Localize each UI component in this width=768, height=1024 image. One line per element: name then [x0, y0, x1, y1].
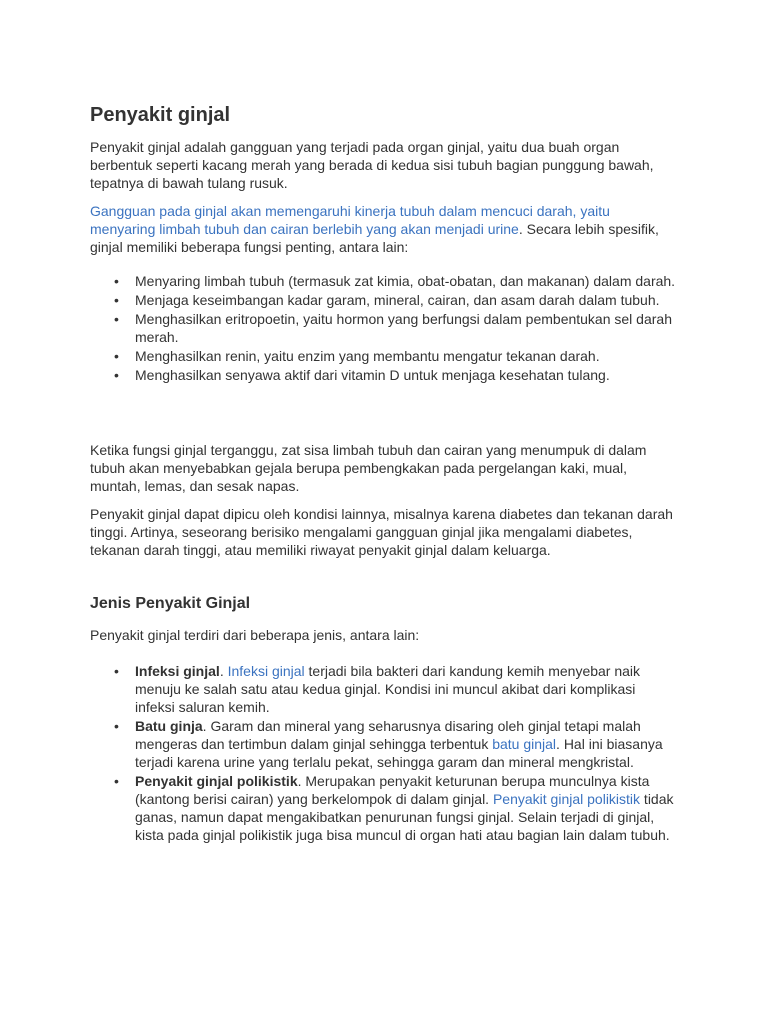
list-item: • Menghasilkan eritropoetin, yaitu hormon yang berfungsi dalam pembentukan sel darah merah.: [114, 311, 672, 345]
kidney-functions-list: [90, 272, 676, 384]
type-name: Penyakit ginjal polikistik: [135, 773, 298, 789]
bullet-icon: •: [114, 292, 119, 308]
kidney-disease-types-list: [90, 662, 676, 844]
section-title: Jenis Penyakit Ginjal: [90, 595, 251, 612]
section-intro-paragraph: Penyakit ginjal terdiri dari beberapa jenis, antara lain:: [90, 627, 420, 643]
bullet-icon: •: [114, 663, 119, 679]
kidney-function-link[interactable]: Gangguan pada ginjal akan memengaruhi kinerja tubuh dalam mencuci darah, yaitu menyaring limbah tubuh dan cairan berlebih yang akan menjadi urine: [90, 203, 610, 237]
spacer: [90, 385, 676, 441]
function-intro-rest: . Secara lebih spesifik, ginjal memiliki beberapa fungsi penting, antara lain:: [90, 221, 659, 255]
risk-paragraph: Penyakit ginjal dapat dipicu oleh kondisi lainnya, misalnya karena diabetes dan tekanan darah tinggi. Artinya, seseorang berisiko mengalami gangguan ginjal jika mengalami diabetes, tekanan darah tinggi, atau memiliki riwayat penyakit ginjal dalam keluarga.: [90, 506, 673, 558]
intro-paragraph: Penyakit ginjal adalah gangguan yang terjadi pada organ ginjal, yaitu dua buah organ berbentuk seperti kacang merah yang berada di kedua sisi tubuh bagian punggung bawah, tepatnya di bawah tulang rusuk.: [90, 139, 654, 191]
list-item: • Infeksi ginjal. Infeksi ginjal terjadi bila bakteri dari kandung kemih menyebar naik menuju ke salah satu atau kedua ginjal. Kondisi ini muncul akibat dari komplikasi infeksi saluran kemih.: [114, 663, 641, 715]
bullet-icon: •: [114, 367, 119, 383]
bullet-icon: •: [114, 273, 119, 289]
list-item: • Menyaring limbah tubuh (termasuk zat kimia, obat-obatan, dan makanan) dalam darah.: [114, 273, 676, 289]
bullet-icon: •: [114, 718, 119, 734]
infeksi-ginjal-link[interactable]: Infeksi ginjal: [227, 663, 305, 679]
page-title: Penyakit ginjal: [90, 104, 231, 126]
symptoms-paragraph: Ketika fungsi ginjal terganggu, zat sisa limbah tubuh dan cairan yang menumpuk di dalam tubuh akan menyebabkan gejala berupa pembengkakan pada pergelangan kaki, mual, muntah, lemas, dan sesak napas.: [90, 442, 647, 494]
batu-ginjal-link[interactable]: batu ginjal: [492, 736, 557, 752]
ginjal-polikistik-link[interactable]: Penyakit ginjal polikistik: [492, 791, 641, 807]
list-item: • Batu ginja. Garam dan mineral yang seharusnya disaring oleh ginjal tetapi malah mengeras dan tertimbun dalam ginjal sehingga terbentuk batu ginjal. Hal ini biasanya terjadi karena urine yang terlalu pekat, sehingga garam dan mineral mengkristal.: [114, 718, 663, 770]
list-item: • Menghasilkan renin, yaitu enzim yang membantu mengatur tekanan darah.: [114, 348, 600, 364]
bullet-icon: •: [114, 773, 119, 789]
bullet-icon: •: [114, 311, 119, 327]
list-item: • Menjaga keseimbangan kadar garam, mineral, cairan, dan asam darah dalam tubuh.: [114, 292, 660, 308]
bullet-icon: •: [114, 348, 119, 364]
type-name: Batu ginja: [135, 718, 203, 734]
function-intro-paragraph: [90, 202, 676, 256]
type-name: Infeksi ginjal: [135, 663, 220, 679]
list-item: • Penyakit ginjal polikistik. Merupakan penyakit keturunan berupa munculnya kista (kantong berisi cairan) yang berkelompok di dalam ginjal. Penyakit ginjal polikistik tidak ganas, namun dapat mengakibatkan penurunan fungsi ginjal. Selain terjadi di ginjal, kista pada ginjal polikistik juga bisa muncul di organ hati atau bagian lain dalam tubuh.: [114, 773, 674, 843]
list-item: • Menghasilkan senyawa aktif dari vitamin D untuk menjaga kesehatan tulang.: [114, 367, 610, 383]
